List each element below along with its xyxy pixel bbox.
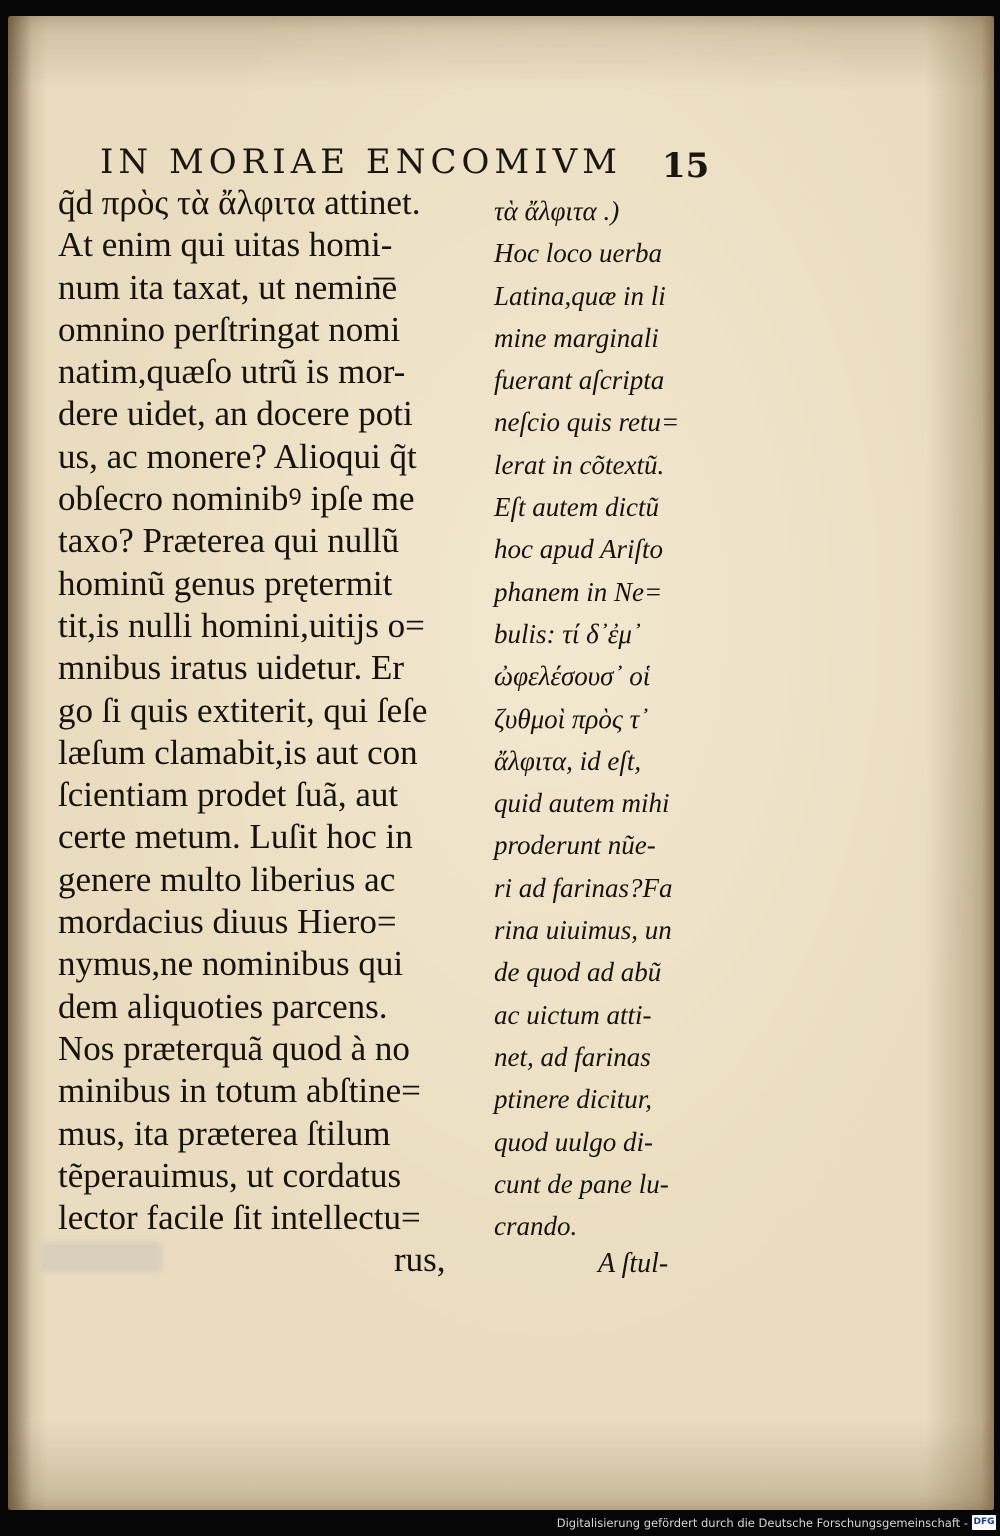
- page-gutter-shadow: [8, 16, 32, 1510]
- main-text-line: q̃d πρὸς τὰ ἄλφιτα attinet.: [58, 183, 421, 222]
- running-header: IN MORIAE ENCOMIVM: [100, 142, 622, 182]
- digitization-credit: Digitalisierung gefördert durch die Deutsche Forschungsgemeinschaft -: [556, 1516, 968, 1530]
- margin-note-line: cunt de pane lu-: [494, 1168, 669, 1199]
- folio-number: 15: [662, 146, 710, 186]
- dfg-logo: DFG: [972, 1515, 996, 1530]
- margin-note-line: proderunt nũe-: [494, 830, 656, 861]
- margin-note-line: fuerant aſcripta: [494, 365, 665, 396]
- main-text-line: dem aliquoties parcens.: [58, 986, 388, 1026]
- main-text-line: obſecro nominibꝰ ipſe me: [58, 479, 415, 519]
- margin-note-line: ri ad farinas?Fa: [494, 872, 673, 903]
- main-text-line: minibus in totum abſtine=: [58, 1071, 421, 1111]
- main-text-line: go ſi quis extiterit, qui ſeſe: [58, 690, 428, 730]
- margin-note-line: Hoc loco uerba: [494, 238, 662, 269]
- main-catchword: rus,: [394, 1240, 446, 1279]
- margin-note-line: ζυθμοὶ πρὸς τ᾽: [494, 703, 649, 734]
- main-text-line: natim,quæſo utrũ is mor-: [58, 352, 406, 392]
- main-text-line: dere uidet, an docere poti: [58, 394, 413, 434]
- main-text-line: Nos præterquã quod à no: [58, 1028, 410, 1068]
- margin-note-line: quod uulgo di-: [494, 1126, 653, 1157]
- main-text-line: us, ac monere? Alioqui q̃t: [58, 436, 417, 476]
- margin-note-line: τὰ ἄλφιτα .): [494, 196, 620, 226]
- main-text-line: læſum clamabit,is aut con: [58, 732, 418, 772]
- margin-note-line: mine marginali: [494, 322, 659, 353]
- main-text-line: At enim qui uitas homi-: [58, 225, 393, 265]
- margin-note-line: net, ad farinas: [494, 1041, 651, 1072]
- margin-note-line: hoc apud Ariſto: [494, 534, 664, 565]
- margin-note-line: phanem in Ne=: [494, 576, 663, 607]
- margin-note-line: crando.: [494, 1211, 578, 1242]
- main-text-line: tẽperauimus, ut cordatus: [58, 1155, 402, 1195]
- book-page: [8, 16, 994, 1510]
- main-text-line: mnibus iratus uidetur. Er: [58, 648, 405, 688]
- margin-note-line: lerat in cõtextũ.: [494, 449, 665, 480]
- main-text-line: lector facile ſit intellectu=: [58, 1198, 421, 1238]
- main-text-line: taxo? Præterea qui nullũ: [58, 521, 400, 561]
- margin-note-line: Eſt autem dictũ: [494, 492, 659, 523]
- margin-note-line: ac uictum atti-: [494, 999, 652, 1030]
- faint-offset-mark: [42, 1242, 162, 1272]
- main-text-line: omnino perſtringat nomi: [58, 309, 401, 349]
- margin-note-line: quid autem mihi: [494, 788, 670, 819]
- margin-note-line: neſcio quis retu=: [494, 407, 680, 438]
- main-text-line: mordacius diuus Hiero=: [58, 902, 397, 942]
- margin-note-line: ἄλφιτα, id eſt,: [494, 745, 642, 776]
- main-text-column: [58, 182, 488, 1239]
- margin-note-line: ὠφελέσουσ᾽ οἱ: [494, 661, 651, 692]
- main-text-line: num ita taxat, ut nemin͞e: [58, 267, 398, 307]
- margin-note-line: rina uiuimus, un: [494, 915, 672, 946]
- main-text-line: nymus,ne nominibus qui: [58, 944, 404, 984]
- margin-catchword: A ſtul-: [598, 1248, 669, 1279]
- page-fore-edge: [982, 16, 994, 1510]
- marginal-note-column: [494, 190, 704, 1247]
- margin-note-line: ptinere dicitur,: [494, 1084, 652, 1115]
- main-text-line: mus, ita præterea ſtilum: [58, 1113, 391, 1153]
- main-text-line: hominũ genus prętermit: [58, 563, 393, 603]
- main-text-line: certe metum. Luſit hoc in: [58, 817, 413, 857]
- main-text-line: genere multo liberius ac: [58, 859, 396, 899]
- main-text-line: tit,is nulli homini,uitijs o=: [58, 605, 425, 645]
- margin-note-line: bulis: τί δ᾽ἐμ᾽: [494, 618, 641, 649]
- margin-note-line: de quod ad abũ: [494, 957, 662, 988]
- main-text-line: ſcientiam prodet ſuã, aut: [58, 775, 399, 815]
- margin-note-line: Latina,quæ in li: [494, 280, 666, 311]
